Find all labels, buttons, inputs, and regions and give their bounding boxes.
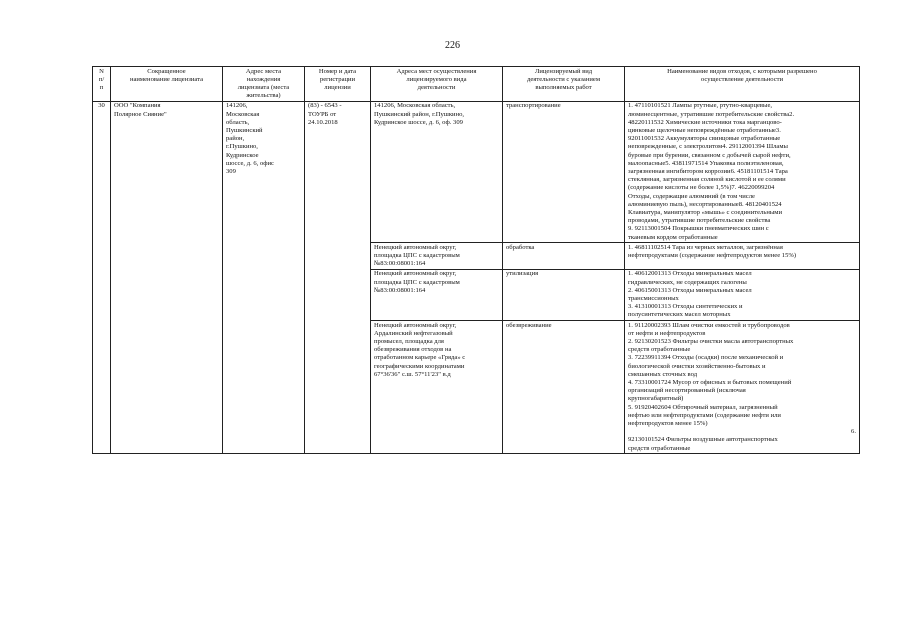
cell-activity: транспортирование — [503, 101, 625, 242]
cell-waste: 1. 47110101521 Лампы ртутные, ртутно-кварцевые, люминесцентные, утратившие потребительские свойства2. 48220111532 Химические источники тока марганцово- цинковые щелочные неповреждённые отработанные3. 92011001532 Аккумуляторы свинцовые отработанные неповрежденные, с электролитом4. 29112001394 Шламы буровые при бурении, связанном с добычей сырой нефти, малоопасные5. 43811971514 Упаковка полиэтиленовая, загрязненная ингибитором коррозии6. 45181101514 Тара стеклянная, загрязненная соляной кислотой и ее солями (содержание кислоты не более 1,5%)7. 46220099204 Отходы, содержащие алюминий (в том числе алюминиевую пыль), несортированные8. 48120401524 Клавиатура, манипулятор «мышь» с соединительными проводами, утратившие потребительские свойства 9. 92113001504 Покрышки пневматических шин с тканевым кордом отработанные — [625, 101, 860, 242]
header-number: N п/ п — [93, 67, 111, 102]
cell-waste: 1. 40612001313 Отходы минеральных масел гидравлических, не содержащих галогены 2. 40615001313 Отходы минеральных масел трансмиссионных 3. 41310001313 Отходы синтетических и полусинтетических масел моторных — [625, 269, 860, 320]
header-activity-address: Адреса мест осуществления лицензируемого вида деятельности — [371, 67, 503, 102]
cell-activity: обезвреживание — [503, 321, 625, 454]
cell-activity-address: Ненецкий автономный округ, площадка ЦПС с кадастровым №83:00:08001:164 — [371, 243, 503, 270]
table-row — [93, 101, 860, 242]
waste-list: 1. 91120002393 Шлам очистки емкостей и трубопроводов от нефти и нефтепродуктов 2. 92130201523 Фильтры очистки масла автотранспортных средств отработанные 3. 72239911394 Отходы (осадки) после механической и биологической очистки хозяйственно-бытовых и смешанных сточных вод 4. 73310001724 Мусор от офисных и бытовых помещений организаций несортированный (исключая крупногабаритный) 5. 91920402604 Обтирочный материал, загрязненный нефтью или нефтепродуктами (содержание нефти или нефтепродуктов менее 15%) — [628, 321, 794, 428]
cell-waste — [625, 321, 860, 454]
header-short-name: Сокращенное наименование лицензиата — [111, 67, 223, 102]
cell-activity-address: Ненецкий автономный округ, площадка ЦПС с кадастровым №83:00:08001:164 — [371, 269, 503, 320]
header-address: Адрес места нахождения лицензиата (места жительства) — [223, 67, 305, 102]
header-activity: Лицензируемый вид деятельности с указанием выполняемых работ — [503, 67, 625, 102]
cell-number: 30 — [93, 101, 111, 454]
waste-list-tail: 92130101524 Фильтры воздушные автотранспортных средств отработанные — [628, 436, 778, 452]
cell-waste: 1. 46811102514 Тара из черных металлов, загрязнённая нефтепродуктами (содержание нефтепродуктов менее 15%) — [625, 243, 860, 270]
waste-item-number: 6. — [851, 428, 856, 436]
cell-registration: (83) - 6543 - ТОУРБ от 24.10.2018 — [305, 101, 371, 454]
page-number: 226 — [445, 40, 460, 51]
cell-activity-address: 141206, Московская область, Пушкинский район, г.Пушкино, Кудринское шоссе, д. 6, оф. 309 — [371, 101, 503, 242]
cell-address: 141206, Московская область, Пушкинский район, г.Пушкино, Кудринское шоссе, д. 6, офис 309 — [223, 101, 305, 454]
cell-activity-address: Ненецкий автономный округ, Ардалинский нефтегазовый промысел, площадка для обезвреживания отходов на отработанном карьере «Гряда» с географическими координатами 67°36'36" с.ш. 57°11'23" в.д — [371, 321, 503, 454]
header-registration: Номер и дата регистрации лицензии — [305, 67, 371, 102]
table-header-row — [93, 67, 860, 102]
cell-activity: утилизация — [503, 269, 625, 320]
license-table — [92, 66, 860, 454]
cell-short-name: ООО "Компания Полярное Сияние" — [111, 101, 223, 454]
header-waste: Наименование видов отходов, с которыми разрешено осуществление деятельности — [625, 67, 860, 102]
cell-activity: обработка — [503, 243, 625, 270]
